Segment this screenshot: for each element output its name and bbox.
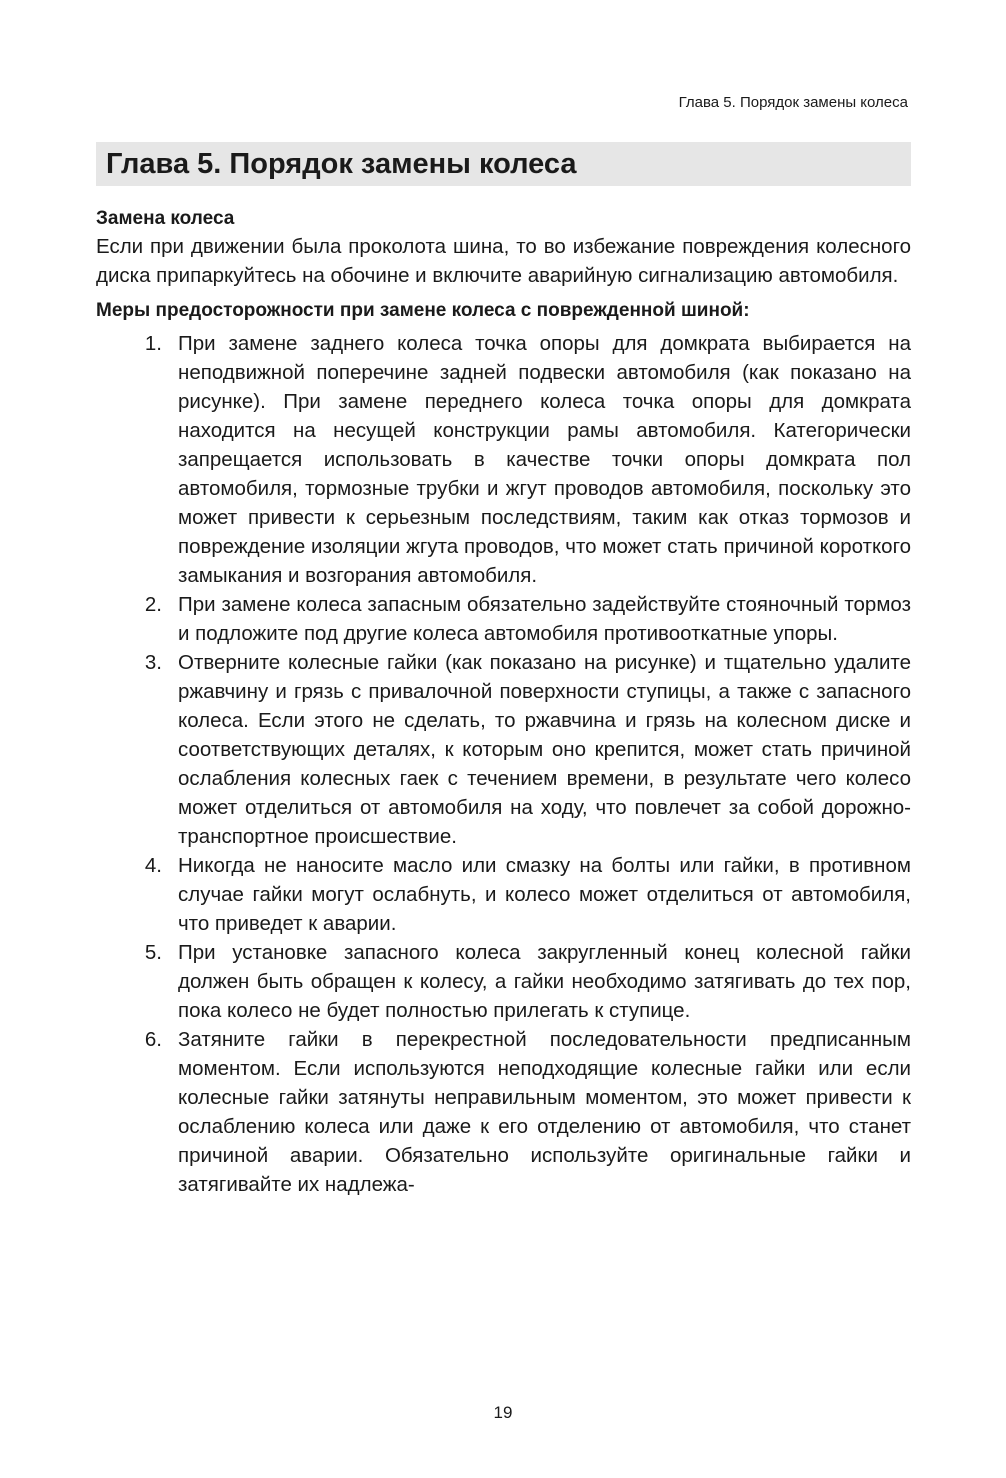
list-item-text: При замене заднего колеса точка опоры для домкрата выбирается на неподвижной поперечине задней подвески автомобиля (как показано на рисунке). При замене переднего колеса точка опоры для домкрата находится на несущей конструкции рамы автомобиля. Категорически запрещается использовать в качестве точки опоры домкрата пол автомобиля, тормозные трубки и жгут проводов автомобиля, поскольку это может привести к серьезным последствиям, таким как отказ тормозов и повреждение изоляции жгута проводов, что может стать причиной короткого замыкания и возгорания автомобиля. bbox=[178, 332, 911, 587]
page-number: 19 bbox=[493, 1403, 513, 1422]
list-item bbox=[96, 851, 911, 938]
list-item-number: 3. bbox=[144, 651, 162, 674]
list-item bbox=[96, 648, 911, 851]
list-item-number: 1. bbox=[144, 332, 162, 355]
list-item-number: 2. bbox=[144, 593, 162, 616]
running-header: Глава 5. Порядок замены колеса bbox=[678, 94, 908, 111]
list-item bbox=[96, 938, 911, 1025]
chapter-heading-bar bbox=[96, 142, 911, 186]
page-content bbox=[96, 206, 911, 1199]
list-item bbox=[96, 590, 911, 648]
list-item-text: При замене колеса запасным обязательно задействуйте стояночный тормоз и подложите под другие колеса автомобиля противооткатные упоры. bbox=[178, 593, 911, 645]
precautions-list bbox=[96, 329, 911, 1199]
list-item-number: 6. bbox=[144, 1028, 162, 1051]
list-item-text: Никогда не наносите масло или смазку на болты или гайки, в противном случае гайки могут ослабнуть, и колесо может отделиться от автомобиля, что приведет к аварии. bbox=[178, 854, 911, 935]
list-item-text: Затяните гайки в перекрестной последовательности предписанным моментом. Если используются неподходящие колесные гайки или если колесные гайки затянуты неправильным моментом, это может привести к ослаблению колеса или даже к его отделению от автомобиля, что станет причиной аварии. Обязательно используйте оригинальные гайки и затягивайте их надлежа- bbox=[178, 1028, 911, 1196]
list-item-text: При установке запасного колеса закругленный конец колесной гайки должен быть обращен к колесу, а гайки необходимо затягивать до тех пор, пока колесо не будет полностью прилегать к ступице. bbox=[178, 941, 911, 1022]
list-item bbox=[96, 329, 911, 590]
chapter-title: Глава 5. Порядок замены колеса bbox=[106, 148, 577, 180]
list-item-number: 5. bbox=[144, 941, 162, 964]
list-item-number: 4. bbox=[144, 854, 162, 877]
list-item-text: Отверните колесные гайки (как показано на рисунке) и тщательно удалите ржавчину и грязь с привалочной поверхности ступицы, а также с запасного колеса. Если этого не сделать, то ржавчина и грязь на колесном диске и соответствующих деталях, к которым оно крепится, может стать причиной ослабления колесных гаек с течением времени, в результате чего колесо может отделиться от автомобиля на ходу, что повлечет за собой дорожно-транспортное происшествие. bbox=[178, 651, 911, 848]
intro-paragraph: Если при движении была проколота шина, то во избежание повреждения колесного диска припаркуйтесь на обочине и включите аварийную сигнализацию автомобиля. bbox=[96, 235, 911, 287]
section-subheading: Замена колеса bbox=[96, 208, 235, 229]
precautions-heading: Меры предосторожности при замене колеса с поврежденной шиной: bbox=[96, 300, 750, 321]
list-item bbox=[96, 1025, 911, 1199]
